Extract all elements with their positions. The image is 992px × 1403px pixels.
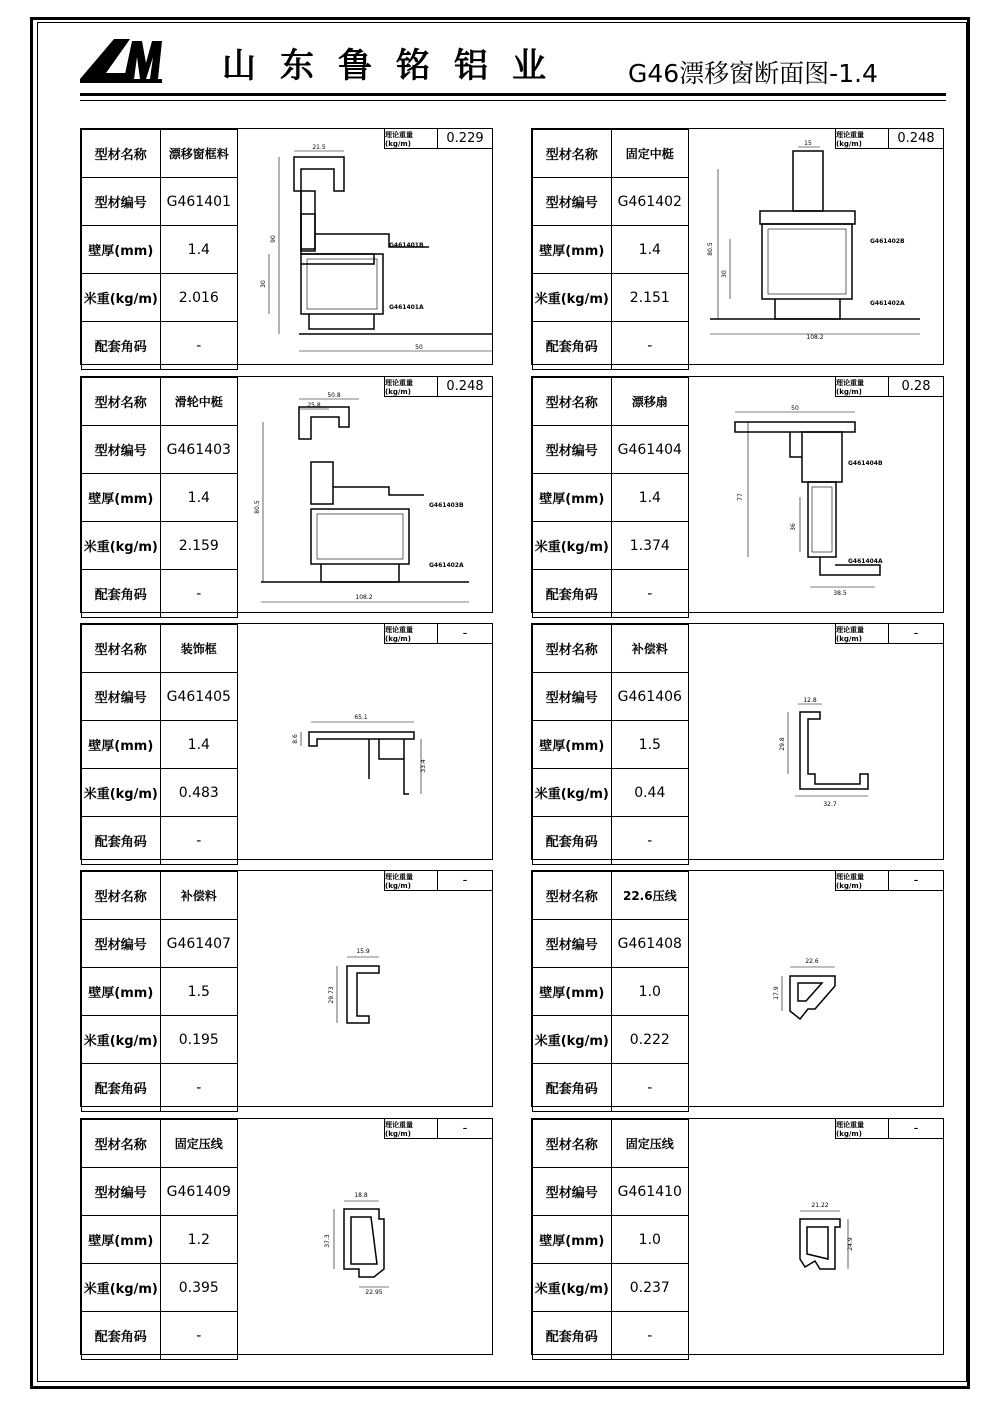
spec-label-corner: 配套角码: [82, 570, 161, 618]
spec-label-wall: 壁厚(mm): [82, 721, 161, 769]
spec-value-wall: 1.4: [160, 226, 237, 274]
spec-label-weight: 米重(kg/m): [82, 1264, 161, 1312]
theory-weight-value: 0.229: [446, 131, 484, 146]
profile-card: [531, 128, 944, 365]
company-name: 山东鲁铭铝业: [222, 46, 570, 86]
spec-label-code: 型材编号: [82, 178, 161, 226]
profile-spec-table: [81, 624, 238, 865]
dimension-label: 8.6: [292, 734, 299, 744]
spec-label-weight: 米重(kg/m): [82, 274, 161, 322]
spec-label-name: 型材名称: [82, 625, 161, 673]
theory-weight-value: -: [462, 626, 468, 641]
spec-label-name: 型材名称: [533, 625, 612, 673]
profile-spec-table: [532, 377, 689, 618]
profile-spec-table: [532, 1119, 689, 1360]
spec-value-weight: 2.151: [611, 274, 688, 322]
spec-value-corner: -: [611, 817, 688, 865]
profile-section-drawing: [239, 624, 492, 859]
dimension-label: 32.7: [823, 801, 837, 808]
spec-value-corner: -: [611, 322, 688, 370]
spec-value-corner: -: [611, 570, 688, 618]
spec-value-wall: 1.4: [160, 721, 237, 769]
theory-weight-value: 0.248: [446, 379, 484, 394]
spec-value-code: G461409: [160, 1168, 237, 1216]
spec-value-name: 固定中梃: [611, 130, 688, 178]
dimension-label: 24.9: [847, 1237, 854, 1251]
spec-label-code: 型材编号: [533, 426, 612, 474]
callout-label: G461402B: [870, 238, 905, 245]
dimension-label: 15: [804, 140, 812, 147]
dimension-label: 29.73: [328, 986, 335, 1004]
theory-weight-value: 0.28: [901, 379, 931, 394]
spec-label-corner: 配套角码: [533, 1064, 612, 1112]
spec-label-corner: 配套角码: [533, 817, 612, 865]
dimension-label: 18.8: [354, 1192, 368, 1199]
section-drawing-svg: [690, 624, 943, 859]
spec-value-wall: 1.5: [611, 721, 688, 769]
profile-spec-table: [81, 377, 238, 618]
theory-weight-value: -: [913, 626, 919, 641]
dimension-label: 17.9: [773, 986, 780, 1000]
spec-value-code: G461406: [611, 673, 688, 721]
dimension-label: 22.95: [365, 1289, 383, 1296]
spec-value-wall: 1.4: [611, 226, 688, 274]
dimension-label: 80.5: [254, 500, 261, 514]
profile-section-drawing: [690, 624, 943, 859]
spec-value-weight: 0.483: [160, 769, 237, 817]
spec-label-corner: 配套角码: [533, 1312, 612, 1360]
section-drawing-svg: [690, 1119, 943, 1354]
dimension-label: 30: [721, 270, 728, 278]
profile-card: [80, 623, 493, 860]
spec-value-weight: 2.159: [160, 522, 237, 570]
spec-value-name: 固定压线: [611, 1120, 688, 1168]
spec-value-corner: -: [160, 322, 237, 370]
profile-section-drawing: [690, 871, 943, 1106]
dimension-label: 108.2: [355, 594, 373, 601]
profile-section-drawing: [239, 871, 492, 1106]
spec-label-weight: 米重(kg/m): [533, 1264, 612, 1312]
profile-card: [80, 870, 493, 1107]
spec-value-weight: 0.222: [611, 1016, 688, 1064]
spec-value-wall: 1.2: [160, 1216, 237, 1264]
spec-value-name: 滑轮中梃: [160, 378, 237, 426]
section-drawing-svg: [690, 871, 943, 1106]
spec-label-code: 型材编号: [82, 673, 161, 721]
dimension-label: 29.8: [779, 737, 786, 751]
dimension-label: 37.3: [324, 1234, 331, 1248]
profile-spec-table: [532, 129, 689, 370]
section-drawing-svg: [239, 129, 492, 364]
spec-label-weight: 米重(kg/m): [533, 274, 612, 322]
spec-label-name: 型材名称: [533, 130, 612, 178]
dimension-label: 50.8: [327, 392, 341, 399]
spec-value-corner: -: [160, 570, 237, 618]
spec-label-weight: 米重(kg/m): [82, 1016, 161, 1064]
dimension-label: 50: [791, 405, 799, 412]
spec-value-code: G461410: [611, 1168, 688, 1216]
profile-card: [531, 870, 944, 1107]
dimension-label: 15.9: [356, 948, 370, 955]
profile-card: [531, 376, 944, 613]
profile-card: [80, 128, 493, 365]
spec-value-weight: 0.44: [611, 769, 688, 817]
dimension-label: 50: [415, 344, 423, 351]
spec-label-name: 型材名称: [533, 1120, 612, 1168]
spec-value-wall: 1.5: [160, 968, 237, 1016]
spec-value-wall: 1.0: [611, 1216, 688, 1264]
dimension-label: 25.8: [307, 402, 321, 409]
theory-weight-label: 理论重量(kg/m): [836, 129, 889, 148]
spec-value-weight: 0.237: [611, 1264, 688, 1312]
spec-label-name: 型材名称: [533, 872, 612, 920]
spec-label-wall: 壁厚(mm): [82, 474, 161, 522]
spec-label-weight: 米重(kg/m): [533, 769, 612, 817]
theory-weight-value: -: [462, 1121, 468, 1136]
dimension-label: 21.5: [312, 144, 326, 151]
spec-value-wall: 1.4: [611, 474, 688, 522]
theory-weight-label: 理论重量(kg/m): [385, 624, 438, 643]
callout-label: G461402A: [429, 562, 464, 569]
profile-spec-table: [532, 871, 689, 1112]
profile-section-drawing: [690, 129, 943, 364]
dimension-label: 21.22: [811, 1202, 829, 1209]
spec-value-name: 补偿料: [160, 872, 237, 920]
spec-label-name: 型材名称: [82, 130, 161, 178]
theory-weight-label: 理论重量(kg/m): [836, 871, 889, 890]
dimension-label: 30: [260, 280, 267, 288]
theory-weight-label: 理论重量(kg/m): [836, 377, 889, 396]
dimension-label: 108.2: [806, 334, 824, 341]
spec-value-name: 补偿料: [611, 625, 688, 673]
spec-label-weight: 米重(kg/m): [82, 769, 161, 817]
profile-spec-table: [81, 871, 238, 1112]
spec-label-wall: 壁厚(mm): [82, 968, 161, 1016]
dimension-label: 77: [737, 493, 744, 501]
spec-label-wall: 壁厚(mm): [82, 226, 161, 274]
spec-label-name: 型材名称: [82, 1120, 161, 1168]
profile-spec-table: [81, 129, 238, 370]
spec-value-weight: 2.016: [160, 274, 237, 322]
spec-value-weight: 0.395: [160, 1264, 237, 1312]
profile-spec-table: [81, 1119, 238, 1360]
callout-label: G461401B: [389, 242, 424, 249]
section-drawing-svg: [690, 377, 943, 612]
spec-label-name: 型材名称: [82, 378, 161, 426]
section-drawing-svg: [239, 871, 492, 1106]
spec-value-code: G461403: [160, 426, 237, 474]
title-rule: [80, 93, 946, 96]
theory-weight-value: 0.248: [897, 131, 935, 146]
theory-weight-label: 理论重量(kg/m): [385, 871, 438, 890]
spec-value-corner: -: [160, 1312, 237, 1360]
spec-label-corner: 配套角码: [82, 817, 161, 865]
spec-value-wall: 1.0: [611, 968, 688, 1016]
dimension-label: 12.8: [803, 697, 817, 704]
spec-label-code: 型材编号: [82, 426, 161, 474]
spec-value-code: G461408: [611, 920, 688, 968]
section-drawing-svg: [239, 1119, 492, 1354]
callout-label: G461401A: [389, 304, 424, 311]
spec-label-code: 型材编号: [82, 1168, 161, 1216]
spec-value-code: G461402: [611, 178, 688, 226]
spec-label-weight: 米重(kg/m): [82, 522, 161, 570]
profile-section-drawing: [690, 1119, 943, 1354]
spec-value-corner: -: [160, 1064, 237, 1112]
spec-label-weight: 米重(kg/m): [533, 522, 612, 570]
dimension-label: 80.5: [707, 242, 714, 256]
spec-value-code: G461407: [160, 920, 237, 968]
callout-label: G461404B: [848, 460, 883, 467]
theory-weight-label: 理论重量(kg/m): [385, 129, 438, 148]
spec-value-corner: -: [160, 817, 237, 865]
dimension-label: 90: [270, 235, 277, 243]
spec-value-name: 漂移窗框料: [160, 130, 237, 178]
spec-label-code: 型材编号: [82, 920, 161, 968]
spec-value-code: G461404: [611, 426, 688, 474]
spec-label-name: 型材名称: [533, 378, 612, 426]
theory-weight-value: -: [913, 1121, 919, 1136]
dimension-label: 38.5: [833, 590, 847, 597]
spec-label-corner: 配套角码: [82, 1312, 161, 1360]
document-title: G46漂移窗断面图-1.4: [628, 59, 878, 88]
spec-label-wall: 壁厚(mm): [82, 1216, 161, 1264]
profile-section-drawing: [239, 1119, 492, 1354]
spec-value-name: 漂移扇: [611, 378, 688, 426]
dimension-label: 36: [790, 523, 797, 531]
profile-card: [531, 1118, 944, 1355]
spec-label-corner: 配套角码: [533, 570, 612, 618]
profile-section-drawing: [239, 377, 492, 612]
spec-value-code: G461405: [160, 673, 237, 721]
spec-label-wall: 壁厚(mm): [533, 1216, 612, 1264]
dimension-label: 33.4: [420, 759, 427, 773]
spec-value-wall: 1.4: [160, 474, 237, 522]
spec-value-name: 装饰框: [160, 625, 237, 673]
spec-label-wall: 壁厚(mm): [533, 474, 612, 522]
dimension-label: 65.1: [354, 714, 368, 721]
theory-weight-label: 理论重量(kg/m): [385, 377, 438, 396]
profile-spec-table: [532, 624, 689, 865]
section-drawing-svg: [239, 624, 492, 859]
section-drawing-svg: [690, 129, 943, 364]
spec-label-corner: 配套角码: [82, 322, 161, 370]
spec-label-weight: 米重(kg/m): [533, 1016, 612, 1064]
title-rule-thin: [80, 100, 946, 101]
profile-card: [80, 1118, 493, 1355]
profile-card: [531, 623, 944, 860]
spec-label-corner: 配套角码: [82, 1064, 161, 1112]
spec-label-wall: 壁厚(mm): [533, 721, 612, 769]
section-drawing-svg: [239, 377, 492, 612]
spec-value-name: 固定压线: [160, 1120, 237, 1168]
theory-weight-value: -: [462, 873, 468, 888]
spec-label-code: 型材编号: [533, 178, 612, 226]
spec-label-code: 型材编号: [533, 1168, 612, 1216]
company-logo: [80, 33, 162, 83]
theory-weight-value: -: [913, 873, 919, 888]
spec-value-weight: 1.374: [611, 522, 688, 570]
spec-label-wall: 壁厚(mm): [533, 226, 612, 274]
theory-weight-label: 理论重量(kg/m): [836, 624, 889, 643]
spec-value-weight: 0.195: [160, 1016, 237, 1064]
callout-label: G461402A: [870, 300, 905, 307]
spec-label-corner: 配套角码: [533, 322, 612, 370]
spec-value-corner: -: [611, 1064, 688, 1112]
spec-label-code: 型材编号: [533, 920, 612, 968]
spec-label-name: 型材名称: [82, 872, 161, 920]
profile-section-drawing: [690, 377, 943, 612]
profile-section-drawing: [239, 129, 492, 364]
spec-value-name: 22.6压线: [611, 872, 688, 920]
profile-card: [80, 376, 493, 613]
callout-label: G461404A: [848, 558, 883, 565]
spec-label-wall: 壁厚(mm): [533, 968, 612, 1016]
theory-weight-label: 理论重量(kg/m): [385, 1119, 438, 1138]
dimension-label: 22.6: [805, 958, 819, 965]
spec-value-code: G461401: [160, 178, 237, 226]
callout-label: G461403B: [429, 502, 464, 509]
spec-value-corner: -: [611, 1312, 688, 1360]
theory-weight-label: 理论重量(kg/m): [836, 1119, 889, 1138]
spec-label-code: 型材编号: [533, 673, 612, 721]
